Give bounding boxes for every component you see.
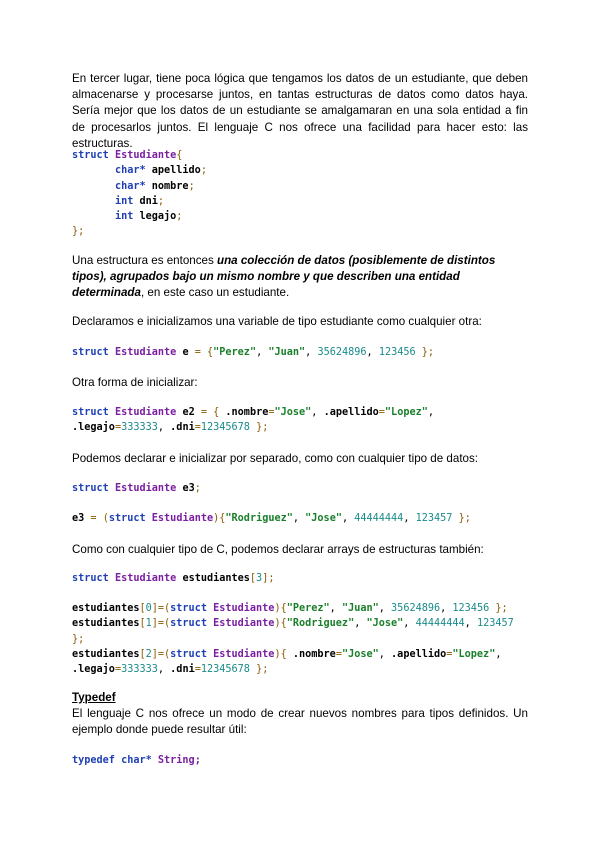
- code-type: Estudiante: [114, 150, 177, 161]
- code-number: 3: [256, 573, 263, 584]
- code-string: "Rodriguez": [225, 513, 293, 524]
- code-type: Estudiante: [114, 483, 177, 494]
- code-keyword: struct: [72, 483, 109, 494]
- code-field: .dni: [170, 664, 195, 676]
- paragraph-definition-bold: una colección de datos (posiblemente de distintos tipos), agrupados bajo un mismo nombre y que describen una entidad determinada: [72, 254, 496, 300]
- code-punct: {: [207, 347, 214, 358]
- code-number: 35624896: [391, 603, 441, 614]
- code-var: estudiantes: [182, 573, 250, 584]
- code-keyword: struct: [170, 618, 207, 630]
- code-string: "Rodriguez": [286, 618, 355, 630]
- code-type: Estudiante: [114, 407, 177, 418]
- code-string: "Lopez": [384, 407, 428, 418]
- code-typedef: [72, 753, 201, 768]
- code-keyword: struct: [72, 573, 109, 584]
- code-keyword: struct: [72, 150, 109, 161]
- code-type: Estudiante: [151, 513, 214, 524]
- code-field-type: int: [114, 195, 134, 207]
- code-type: Estudiante: [213, 648, 275, 660]
- code-punct: {: [176, 150, 183, 161]
- code-string: "Perez": [286, 603, 330, 614]
- code-number: 123457: [415, 513, 453, 524]
- code-var: e2: [182, 407, 195, 418]
- code-field: .apellido: [323, 407, 379, 418]
- code-keyword: struct: [72, 407, 109, 418]
- code-punct: };: [256, 422, 269, 434]
- code-var: e3: [72, 513, 85, 524]
- code-field: .apellido: [391, 648, 447, 660]
- code-number: 12345678: [200, 664, 250, 676]
- code-var: e3: [182, 483, 195, 494]
- code-number: 123456: [452, 603, 490, 614]
- code-number: 2: [145, 648, 152, 660]
- code-string: "Jose": [305, 513, 342, 524]
- code-field-name: nombre: [151, 180, 189, 192]
- paragraph-definition-post: , en este caso un estudiante.: [140, 286, 290, 300]
- code-string: "Lopez": [452, 648, 496, 660]
- code-var: e: [182, 347, 189, 358]
- code-type: Estudiante: [114, 347, 177, 358]
- code-keyword: struct: [72, 347, 109, 358]
- paragraph-definition: [72, 253, 528, 302]
- code-string: "Perez": [213, 347, 257, 358]
- code-field: .dni: [170, 422, 195, 434]
- paragraph-other-init: Otra forma de inicializar:: [72, 376, 198, 389]
- code-field: .legajo: [72, 422, 115, 434]
- code-keyword: struct: [108, 513, 146, 524]
- code-type-alias: String;: [157, 755, 201, 766]
- code-number: 333333: [121, 664, 158, 676]
- code-field: .legajo: [72, 664, 115, 676]
- section-heading-typedef: Typedef: [72, 691, 116, 704]
- code-field: .nombre: [225, 407, 269, 418]
- code-var: estudiantes: [72, 648, 140, 660]
- paragraph-definition-pre: Una estructura es entonces: [72, 254, 218, 267]
- code-type: Estudiante: [114, 573, 177, 584]
- paragraph-arrays: Como con cualquier tipo de C, podemos declarar arrays de estructuras también:: [72, 543, 484, 556]
- code-punct: =: [194, 347, 201, 358]
- code-field-name: apellido: [151, 165, 201, 177]
- code-number: 123457: [476, 618, 514, 630]
- code-number: 44444444: [415, 618, 465, 630]
- code-assign-e3: e3 = (struct Estudiante){"Rodriguez", "Jose", 44444444, 123457 };: [72, 513, 471, 524]
- code-var: estudiantes: [72, 618, 140, 630]
- code-type: Estudiante: [213, 618, 275, 630]
- code-field-type: char*: [114, 180, 146, 192]
- code-struct-definition: struct Estudiante{ char* apellido; char* nombre; int dni; int legajo; };: [72, 150, 207, 238]
- code-string: "Juan": [341, 603, 379, 614]
- code-field-type: int: [114, 211, 134, 223]
- code-field-name: dni: [139, 195, 158, 207]
- code-number: 12345678: [200, 422, 250, 434]
- code-keyword: struct: [170, 648, 207, 660]
- code-field-type: char*: [114, 165, 146, 177]
- code-punct: };: [72, 226, 85, 238]
- code-string: "Juan": [268, 347, 306, 358]
- code-var: estudiantes: [72, 603, 140, 614]
- code-array-assign: estudiantes[0]=(struct Estudiante){"Perez", "Juan", 35624896, 123456 }; estudiantes[1]=(struct Estudiante){"Rodriguez", "Jose", 44444444, 123457 }; estudiantes[2]=(struct Estudiante){ .nombre="Jose", .apellido="Lopez", .legajo=333333, .dni=12345678 };: [72, 603, 514, 676]
- code-number: 333333: [121, 422, 158, 434]
- paragraph-declare: Declaramos e inicializamos una variable de tipo estudiante como cualquier otra:: [72, 315, 482, 328]
- code-decl-array: struct Estudiante estudiantes[3];: [72, 573, 275, 584]
- code-string: "Jose": [341, 648, 379, 660]
- code-string: "Jose": [366, 618, 404, 630]
- code-type: char*: [121, 755, 152, 766]
- code-number: 35624896: [317, 347, 367, 358]
- code-field-name: legajo: [139, 211, 177, 223]
- code-keyword: struct: [170, 603, 207, 614]
- code-number: 1: [145, 618, 152, 630]
- code-keyword: typedef: [72, 755, 115, 766]
- paragraph-typedef: El lenguaje C nos ofrece un modo de crear nuevos nombres para tipos definidos. Un ejemplo donde puede resultar útil:: [72, 707, 528, 737]
- code-type: Estudiante: [213, 603, 275, 614]
- code-string: "Jose": [274, 407, 312, 418]
- code-punct: };: [421, 347, 435, 358]
- paragraph-intro: En tercer lugar, tiene poca lógica que tengamos los datos de un estudiante, que deben almacenarse y procesarse juntos, en tantas estructuras de datos como datos haya. Sería mejor que los datos de un estudiante se amalgamaran en una sola entidad a fin de procesarlos juntos. El lenguaje C nos ofrece una facilidad para hacer esto: las estructuras.: [72, 72, 528, 150]
- code-decl-e: struct Estudiante e = {"Perez", "Juan", 35624896, 123456 };: [72, 347, 435, 358]
- code-field: .nombre: [292, 648, 336, 660]
- code-number: 123456: [378, 347, 416, 358]
- code-number: 44444444: [354, 513, 404, 524]
- code-number: 0: [145, 603, 152, 614]
- paragraph-separate: Podemos declarar e inicializar por separado, como con cualquier tipo de datos:: [72, 452, 479, 465]
- code-decl-e2: struct Estudiante e2 = { .nombre="Jose", .apellido="Lopez", .legajo=333333, .dni=12345678 };: [72, 407, 434, 434]
- code-decl-e3: struct Estudiante e3;: [72, 483, 201, 494]
